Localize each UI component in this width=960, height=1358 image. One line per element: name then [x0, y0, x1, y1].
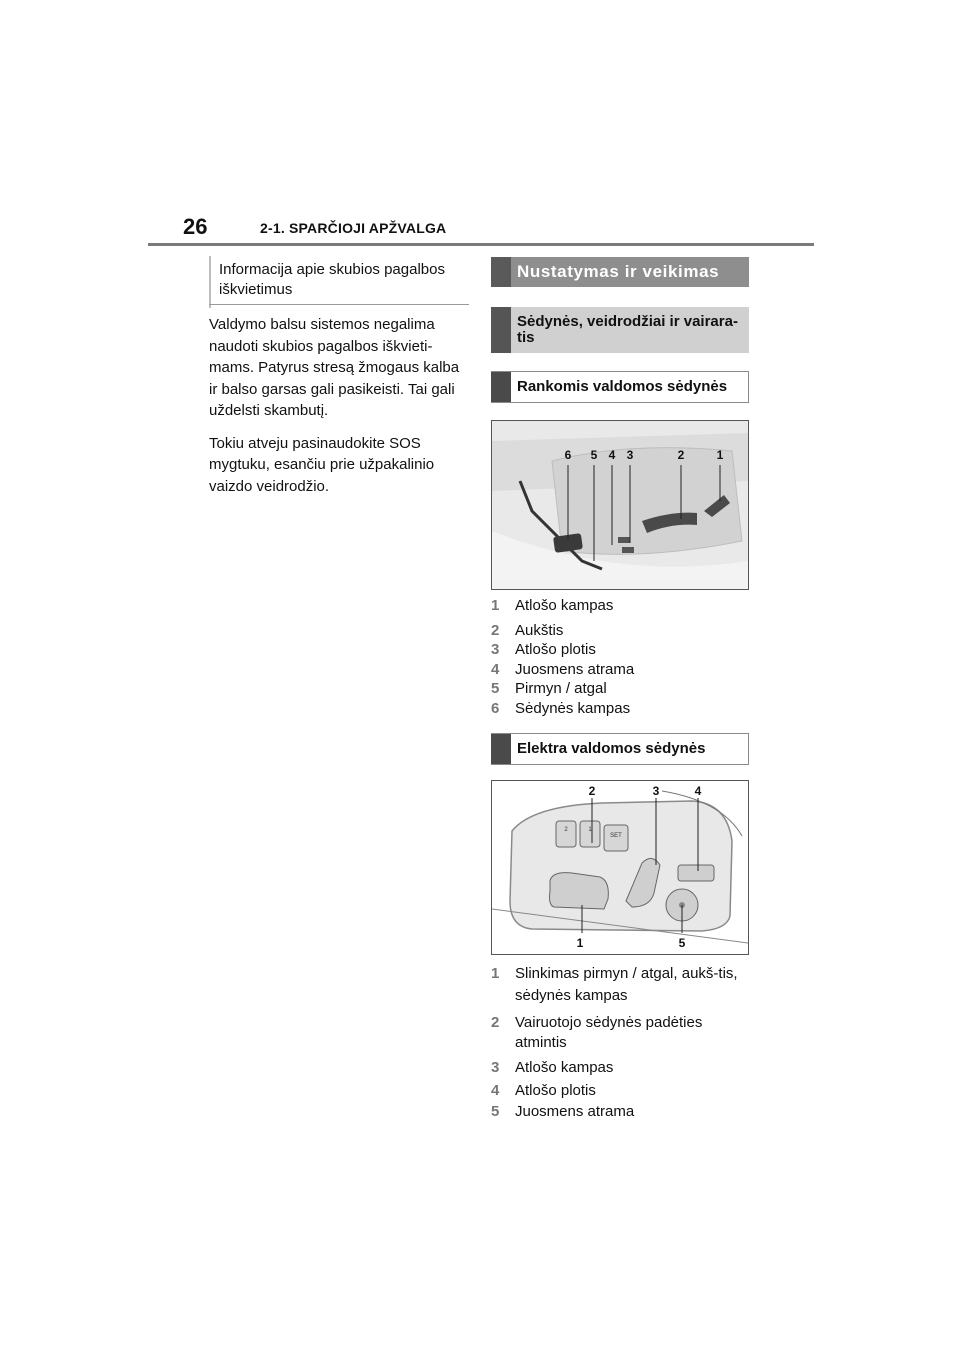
- electric-seat-illustration: [492, 781, 748, 954]
- page-number: 26: [183, 214, 208, 239]
- legend-number: 3: [491, 1059, 500, 1076]
- legend-number: 4: [491, 1081, 500, 1099]
- manual-seat-illustration: [492, 421, 748, 589]
- callout-6: 6: [564, 448, 572, 462]
- memory-button-1-label: 1: [588, 827, 592, 833]
- legend-item: [491, 1013, 753, 1052]
- legend-item: [491, 679, 753, 699]
- electric-seat-figure: [491, 780, 749, 955]
- callout-2: 2: [588, 784, 596, 798]
- heading-sedynes-veidrodziai: [491, 307, 749, 353]
- heading-label: Elektra valdomos sėdynės: [517, 740, 706, 757]
- manual-seat-figure: [491, 420, 749, 590]
- legend-item: [491, 1058, 753, 1078]
- callout-1: 1: [716, 448, 724, 462]
- callout-2: 2: [677, 448, 685, 462]
- heading-tab: [491, 257, 511, 287]
- legend-item: [491, 1102, 753, 1122]
- info-box-rule: [209, 304, 469, 305]
- memory-button-2-label: 2: [564, 827, 568, 833]
- legend-item: [491, 1081, 753, 1101]
- info-box: [209, 256, 477, 308]
- legend-item: [491, 660, 753, 680]
- legend-text: Atlošo kampas: [515, 597, 614, 614]
- electric-seat-legend: [491, 963, 753, 1122]
- heading-label: Nustatymas ir veikimas: [517, 262, 720, 281]
- heading-nustatymas: [491, 257, 749, 287]
- callout-5: 5: [590, 448, 598, 462]
- set-button-label: SET: [610, 833, 622, 839]
- callout-3: 3: [652, 784, 660, 798]
- legend-number: 1: [491, 965, 500, 982]
- legend-number: 3: [491, 641, 500, 658]
- legend-number: 4: [491, 660, 500, 678]
- legend-text: Juosmens atrama: [515, 1103, 635, 1120]
- legend-item: [491, 640, 753, 660]
- legend-text: Atlošo plotis: [515, 1081, 596, 1099]
- legend-number: 5: [491, 1103, 500, 1120]
- header-rule: [148, 243, 814, 246]
- callout-5: 5: [678, 936, 686, 950]
- heading-label: Rankomis valdomos sėdynės: [517, 378, 728, 395]
- legend-item: [491, 699, 753, 719]
- callout-4: 4: [694, 784, 702, 798]
- heading-elektra: [491, 733, 749, 765]
- callout-4: 4: [608, 448, 616, 462]
- legend-number: 6: [491, 699, 500, 717]
- heading-tab: [491, 307, 511, 353]
- body-paragraph-2: Tokiu atveju pasinaudokite SOS mygtuku, esančiu prie užpakalinio vaizdo veidrodžio.: [209, 434, 435, 495]
- legend-text: Slinkimas pirmyn / atgal, aukš-tis, sėdynės kampas: [515, 965, 738, 1004]
- legend-number: 2: [491, 621, 500, 639]
- heading-tab: [491, 372, 511, 402]
- heading-label: Sėdynės, veidrodžiai ir vairara-tis: [517, 313, 738, 346]
- legend-text: Pirmyn / atgal: [515, 680, 607, 697]
- info-box-text: Informacija apie skubios pagalbos iškvietimus: [219, 261, 445, 298]
- legend-number: 5: [491, 680, 500, 697]
- body-text: [209, 314, 471, 508]
- heading-rankomis: [491, 371, 749, 403]
- legend-text: Aukštis: [515, 621, 564, 639]
- legend-number: 2: [491, 1014, 500, 1031]
- callout-1: 1: [576, 936, 584, 950]
- legend-item: [491, 596, 753, 616]
- body-paragraph-1: Valdymo balsu sistemos negalima naudoti skubios pagalbos iškvieti-mams. Patyrus stresą žmogaus kalba ir balso garsas gali pasikeisti. Tai gali uždelsti skambutį.: [209, 316, 460, 419]
- legend-text: Vairuotojo sėdynės padėties atmintis: [515, 1014, 703, 1051]
- legend-text: Atlošo kampas: [515, 1059, 614, 1076]
- legend-number: 1: [491, 597, 500, 614]
- legend-text: Sėdynės kampas: [515, 699, 631, 717]
- manual-seat-legend: [491, 596, 753, 718]
- heading-tab: [491, 734, 511, 764]
- legend-item: [491, 621, 753, 641]
- section-title: 2-1. SPARČIOJI APŽVALGA: [260, 220, 447, 236]
- callout-3: 3: [626, 448, 634, 462]
- legend-item: [491, 963, 753, 1007]
- legend-text: Juosmens atrama: [515, 660, 635, 678]
- legend-text: Atlošo plotis: [515, 641, 596, 658]
